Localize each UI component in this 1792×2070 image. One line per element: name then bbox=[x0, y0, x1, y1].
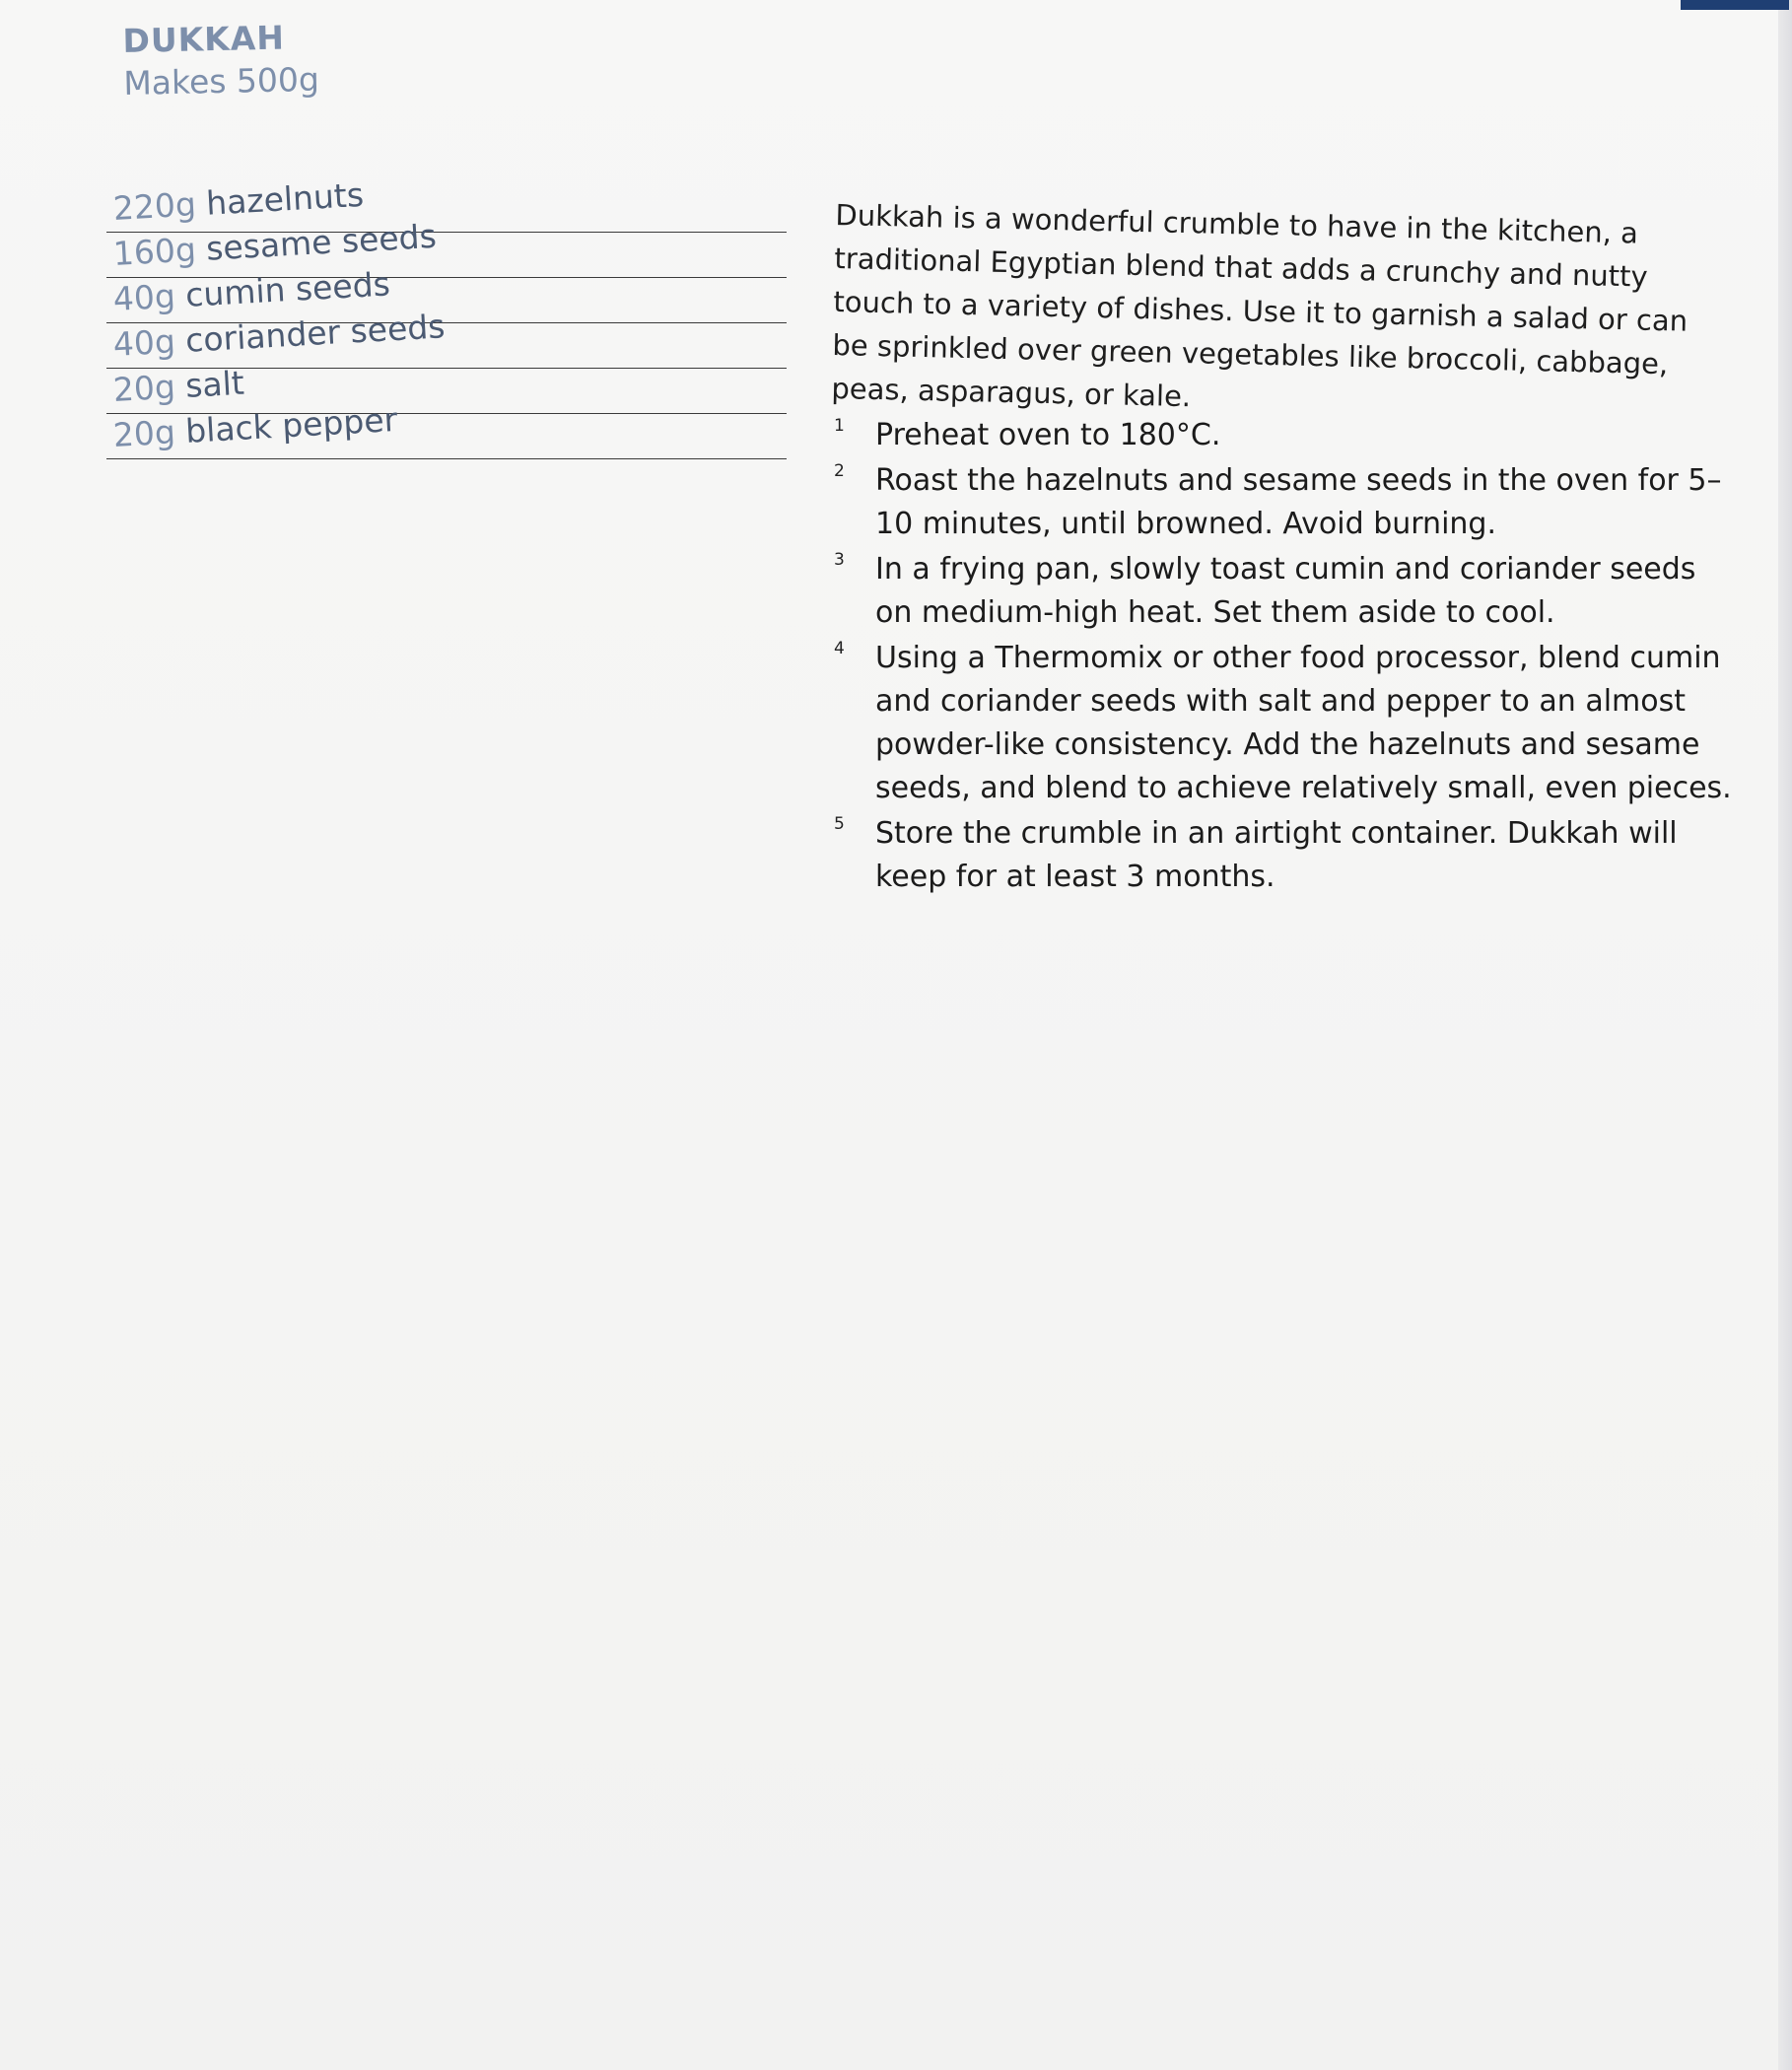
ingredient-list bbox=[106, 174, 787, 459]
recipe-yield: Makes 500g bbox=[122, 59, 320, 103]
ingredient-qty: 220g bbox=[111, 184, 197, 228]
page-edge bbox=[1778, 0, 1792, 2070]
step-text: Store the crumble in an airtight container. Dukkah will keep for at least 3 months. bbox=[875, 816, 1678, 894]
ingredient-item: salt bbox=[184, 363, 245, 405]
recipe-intro: Dukkah is a wonderful crumble to have in the kitchen, a traditional Egyptian blend that adds a crunchy and nutty touch to a variety of dishes. Use it to garnish a salad or can be sprinkled over green vegetables like broccoli, cabbage, peas, asparagus, or kale. bbox=[831, 197, 1689, 414]
ingredient-qty: 160g bbox=[111, 230, 197, 273]
ingredient-item: black pepper bbox=[184, 399, 399, 450]
step-item bbox=[830, 637, 1737, 810]
ingredient-qty: 20g bbox=[111, 412, 176, 454]
ingredient-row bbox=[106, 174, 787, 233]
step-number: 5 bbox=[834, 814, 845, 834]
step-item bbox=[830, 812, 1737, 899]
page-corner-accent bbox=[1681, 0, 1789, 10]
ingredient-item: sesame seeds bbox=[205, 216, 438, 268]
ingredient-item: coriander seeds bbox=[184, 307, 447, 360]
step-item bbox=[830, 459, 1737, 546]
step-number: 1 bbox=[834, 416, 845, 436]
recipe-header bbox=[122, 16, 319, 104]
ingredient-row bbox=[106, 307, 787, 369]
ingredient-row bbox=[106, 399, 787, 459]
step-item bbox=[830, 414, 1737, 457]
recipe-title: DUKKAH bbox=[122, 18, 286, 60]
method-steps bbox=[830, 414, 1737, 901]
step-number: 3 bbox=[834, 550, 845, 570]
ingredient-item: hazelnuts bbox=[205, 174, 365, 223]
ingredient-row bbox=[106, 264, 787, 323]
ingredient-qty: 20g bbox=[111, 367, 176, 409]
step-text: Using a Thermomix or other food processor, blend cumin and coriander seeds with salt and pepper to an almost powder-like consistency. Add the hazelnuts and sesame seeds, and blend to achieve relatively small, even pieces. bbox=[875, 641, 1732, 805]
step-text: Preheat oven to 180°C. bbox=[875, 418, 1221, 452]
step-text: Roast the hazelnuts and sesame seeds in the oven for 5–10 minutes, until browned. Avoid burning. bbox=[875, 463, 1722, 541]
step-item bbox=[830, 548, 1737, 635]
step-number: 2 bbox=[834, 461, 845, 481]
ingredient-row bbox=[106, 363, 787, 414]
ingredient-item: cumin seeds bbox=[184, 264, 391, 314]
step-number: 4 bbox=[834, 639, 845, 658]
ingredient-qty: 40g bbox=[111, 321, 176, 364]
step-text: In a frying pan, slowly toast cumin and coriander seeds on medium-high heat. Set them aside to cool. bbox=[875, 552, 1696, 630]
ingredient-row bbox=[106, 216, 787, 278]
ingredient-qty: 40g bbox=[111, 276, 176, 318]
